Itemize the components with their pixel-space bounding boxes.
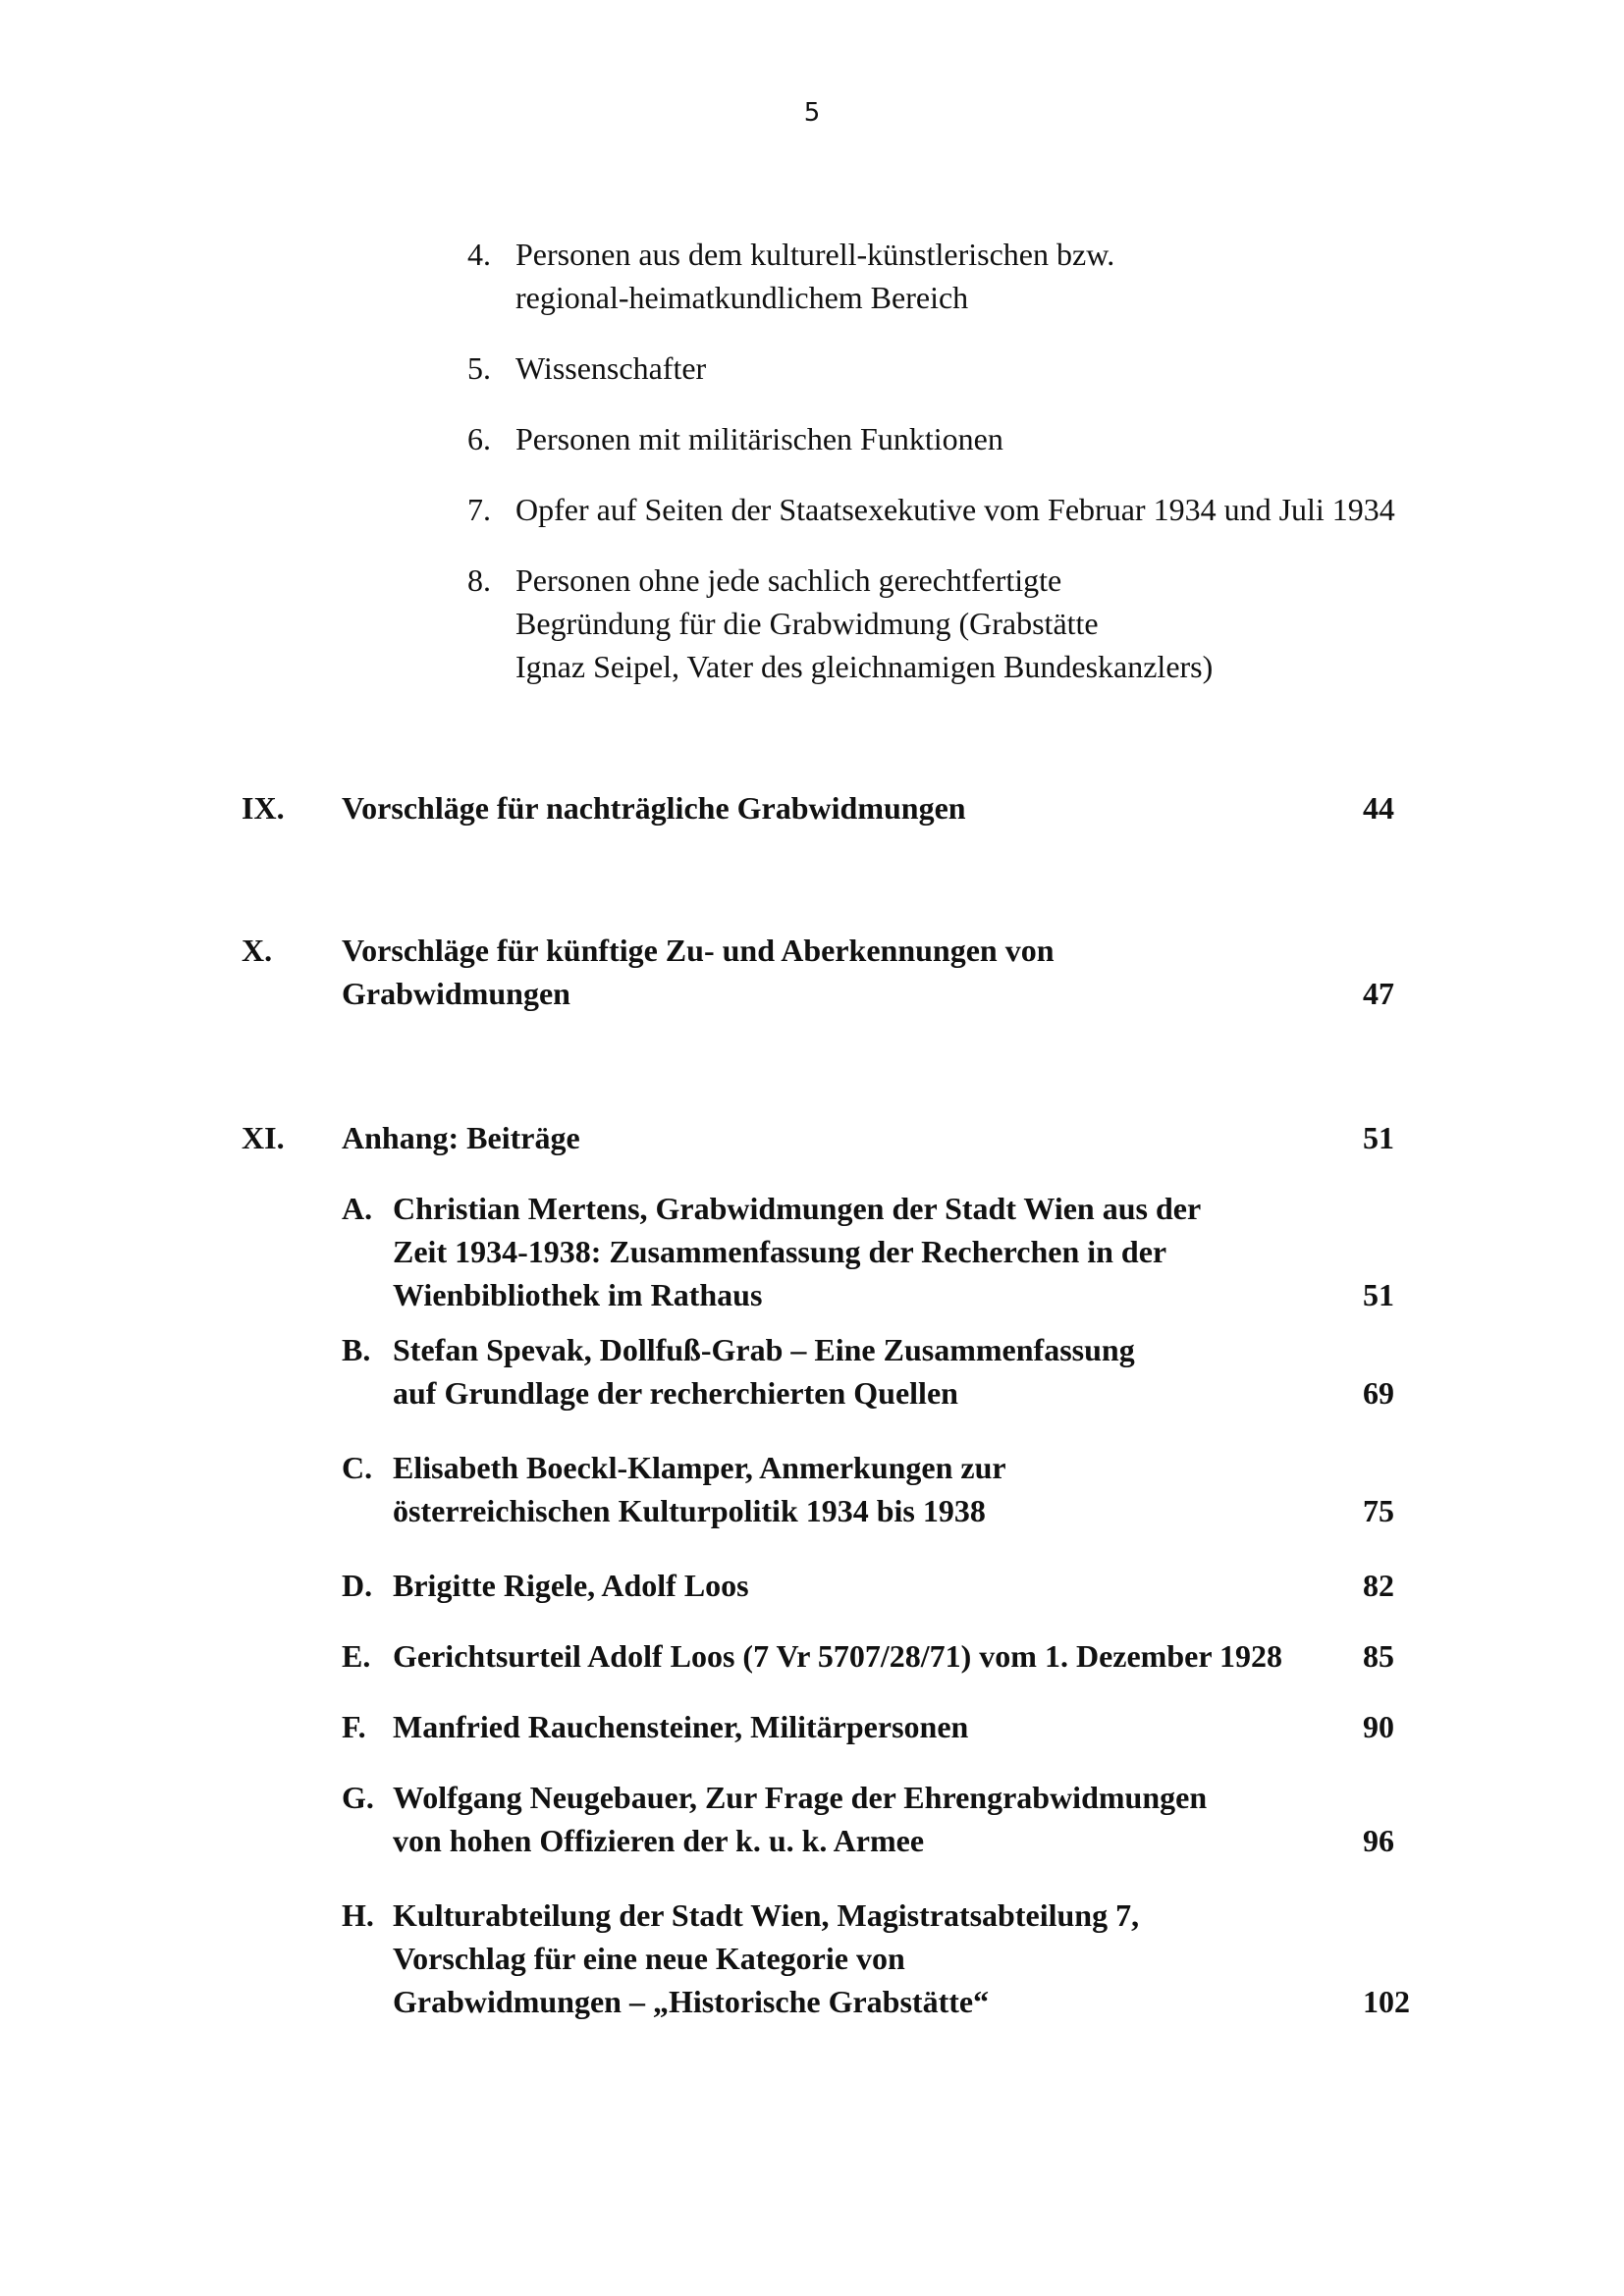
sub-item-text: Personen mit militärischen Funktionen <box>515 421 1003 456</box>
appendix-title: von hohen Offizieren der k. u. k. Armee <box>393 1823 925 1858</box>
appendix-letter: E. <box>342 1638 371 1674</box>
sub-item-text: Personen ohne jede sachlich gerechtfertigte <box>515 562 1062 598</box>
appendix-page-number: 102 <box>1363 1984 1410 2019</box>
sub-item-text: Begründung für die Grabwidmung (Grabstätte <box>515 606 1099 641</box>
sub-item-number: 7. <box>467 492 491 527</box>
appendix-letter: H. <box>342 1897 374 1933</box>
appendix-title: Wolfgang Neugebauer, Zur Frage der Ehrengrabwidmungen <box>393 1780 1208 1815</box>
sub-item-number: 6. <box>467 421 491 456</box>
sub-item-number: 8. <box>467 562 491 598</box>
appendix-letter: D. <box>342 1568 373 1603</box>
appendix-title: Elisabeth Boeckl-Klamper, Anmerkungen zur <box>393 1450 1006 1485</box>
appendix-title: Vorschlag für eine neue Kategorie von <box>393 1941 905 1976</box>
appendix-letter: A. <box>342 1191 373 1226</box>
appendix-letter: B. <box>342 1332 371 1367</box>
appendix-title: Grabwidmungen – „Historische Grabstätte“ <box>393 1984 990 2019</box>
appendix-title: Zeit 1934-1938: Zusammenfassung der Recherchen in der <box>393 1234 1167 1269</box>
chapter-title: Vorschläge für nachträgliche Grabwidmungen <box>342 790 966 826</box>
page-number: 5 <box>803 98 821 128</box>
appendix-letter: F. <box>342 1709 366 1744</box>
chapter-page-number: 51 <box>1363 1120 1394 1155</box>
sub-item-text: regional-heimatkundlichem Bereich <box>515 280 969 315</box>
appendix-page-number: 90 <box>1363 1709 1394 1744</box>
appendix-title: Christian Mertens, Grabwidmungen der Stadt Wien aus der <box>393 1191 1202 1226</box>
chapter-number: X. <box>242 933 273 968</box>
appendix-page-number: 82 <box>1363 1568 1394 1603</box>
appendix-title: Gerichtsurteil Adolf Loos (7 Vr 5707/28/71) vom 1. Dezember 1928 <box>393 1638 1282 1674</box>
appendix-title: Kulturabteilung der Stadt Wien, Magistratsabteilung 7, <box>393 1897 1140 1933</box>
appendix-letter: C. <box>342 1450 373 1485</box>
chapter-number: XI. <box>242 1120 285 1155</box>
appendix-title: Stefan Spevak, Dollfuß-Grab – Eine Zusammenfassung <box>393 1332 1135 1367</box>
appendix-page-number: 51 <box>1363 1277 1394 1312</box>
chapter-number: IX. <box>242 790 285 826</box>
appendix-title: österreichischen Kulturpolitik 1934 bis 1938 <box>393 1493 986 1528</box>
appendix-page-number: 69 <box>1363 1375 1394 1411</box>
appendix-page-number: 96 <box>1363 1823 1394 1858</box>
chapter-title: Grabwidmungen <box>342 976 570 1011</box>
appendix-letter: G. <box>342 1780 374 1815</box>
sub-item-number: 4. <box>467 237 491 272</box>
sub-item-text: Personen aus dem kulturell-künstlerischen bzw. <box>515 237 1115 272</box>
appendix-title: auf Grundlage der recherchierten Quellen <box>393 1375 958 1411</box>
appendix-page-number: 75 <box>1363 1493 1394 1528</box>
chapter-title: Anhang: Beiträge <box>342 1120 580 1155</box>
sub-item-text: Ignaz Seipel, Vater des gleichnamigen Bundeskanzlers) <box>515 649 1214 684</box>
chapter-page-number: 47 <box>1363 976 1394 1011</box>
chapter-page-number: 44 <box>1363 790 1394 826</box>
appendix-title: Manfried Rauchensteiner, Militärpersonen <box>393 1709 969 1744</box>
appendix-title: Brigitte Rigele, Adolf Loos <box>393 1568 749 1603</box>
sub-item-text: Wissenschafter <box>515 350 707 386</box>
appendix-title: Wienbibliothek im Rathaus <box>393 1277 763 1312</box>
sub-item-text: Opfer auf Seiten der Staatsexekutive vom Februar 1934 und Juli 1934 <box>515 492 1395 527</box>
chapter-title: Vorschläge für künftige Zu- und Aberkennungen von <box>342 933 1055 968</box>
sub-item-number: 5. <box>467 350 491 386</box>
appendix-page-number: 85 <box>1363 1638 1394 1674</box>
